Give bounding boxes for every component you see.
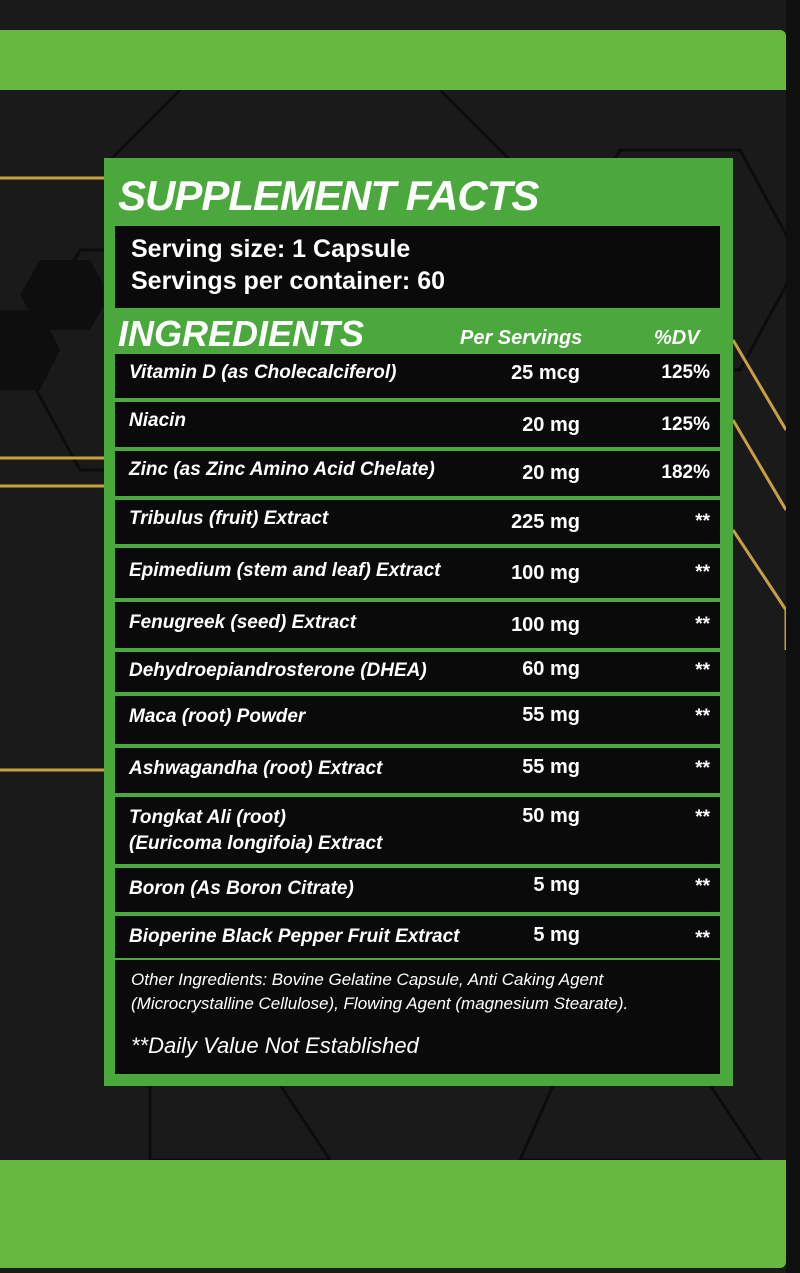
ingredient-amount: 100 mg [511, 614, 580, 636]
ingredient-dv: 125% [661, 362, 710, 383]
ingredient-dv: ** [695, 876, 710, 897]
ingredient-name: Fenugreek (seed) Extract [129, 612, 357, 633]
ingredient-name: Vitamin D (as Cholecalciferol) [129, 362, 397, 383]
ingredient-row [115, 748, 720, 793]
ingredient-name: Ashwagandha (root) Extract [129, 758, 383, 779]
ingredient-row [115, 916, 720, 958]
ingredient-amount: 50 mg [522, 805, 580, 827]
ingredient-name: Niacin [129, 410, 187, 431]
ingredient-dv: 182% [661, 462, 710, 483]
ingredient-dv: 125% [661, 414, 710, 435]
ingredient-row [115, 500, 720, 544]
ingredient-dv: ** [695, 758, 710, 779]
ingredient-name-line2: (Euricoma longifoia) Extract [129, 833, 383, 854]
daily-value-note: **Daily Value Not Established [131, 1033, 419, 1058]
ingredient-dv: ** [695, 614, 710, 635]
per-serving-column-header: Per Servings [460, 327, 583, 349]
ingredient-row [115, 602, 720, 648]
ingredient-amount: 25 mcg [511, 362, 580, 384]
servings-per-container: Servings per container: 60 [131, 267, 446, 295]
right-edge-strip [786, 0, 800, 1273]
ingredient-dv: ** [695, 511, 710, 532]
ingredient-row [115, 402, 720, 447]
bottom-green-band [0, 1160, 786, 1268]
ingredient-dv: ** [695, 660, 710, 681]
ingredient-amount: 20 mg [522, 462, 580, 484]
ingredient-name: Maca (root) Powder [129, 706, 306, 727]
notes-box [115, 960, 720, 1074]
ingredient-dv: ** [695, 928, 710, 949]
serving-size: Serving size: 1 Capsule [131, 235, 411, 263]
ingredient-amount: 60 mg [522, 658, 580, 680]
ingredient-amount: 100 mg [511, 562, 580, 584]
ingredient-amount: 225 mg [511, 511, 580, 533]
ingredient-name: Tongkat Ali (root) [129, 807, 286, 828]
ingredient-amount: 55 mg [522, 704, 580, 726]
ingredient-dv: ** [695, 562, 710, 583]
ingredient-row [115, 451, 720, 496]
ingredient-row [115, 354, 720, 398]
other-ingredients-text: Other Ingredients: Bovine Gelatine Capsule, Anti Caking Agent (Microcrystalline Cellulose), Flowing Agent (magnesium Stearate). [131, 970, 629, 1013]
ingredient-amount: 20 mg [522, 414, 580, 436]
supplement-facts-panel [104, 158, 733, 1086]
ingredient-row [115, 696, 720, 744]
ingredient-dv: ** [695, 706, 710, 727]
ingredient-name: Zinc (as Zinc Amino Acid Chelate) [129, 459, 435, 480]
dv-column-header: %DV [654, 327, 700, 349]
ingredient-amount: 5 mg [533, 874, 580, 896]
ingredient-name: Bioperine Black Pepper Fruit Extract [129, 926, 460, 947]
ingredient-name: Boron (As Boron Citrate) [129, 878, 354, 899]
ingredient-name: Tribulus (fruit) Extract [129, 508, 329, 529]
ingredient-row [115, 652, 720, 692]
ingredient-row [115, 868, 720, 912]
ingredient-row [115, 797, 720, 864]
ingredients-heading: INGREDIENTS [118, 313, 365, 354]
ingredient-amount: 55 mg [522, 756, 580, 778]
top-green-band [0, 30, 786, 90]
ingredient-dv: ** [695, 807, 710, 828]
supplement-facts-title: SUPPLEMENT FACTS [118, 172, 539, 219]
serving-info-box [115, 226, 720, 308]
ingredient-amount: 5 mg [533, 924, 580, 946]
ingredient-row [115, 548, 720, 598]
ingredient-name: Dehydroepiandrosterone (DHEA) [129, 660, 427, 681]
ingredient-name: Epimedium (stem and leaf) Extract [129, 560, 441, 581]
